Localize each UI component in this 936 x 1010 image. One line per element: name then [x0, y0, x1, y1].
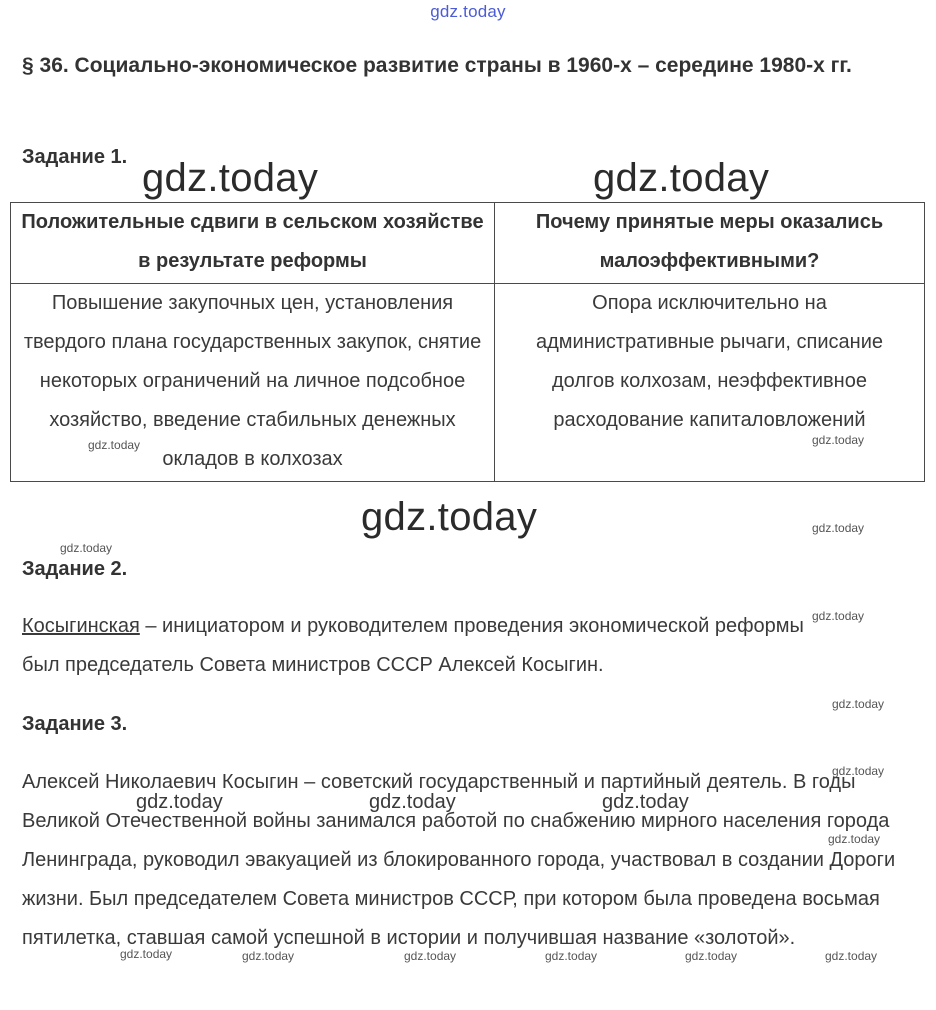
- watermark: gdz.today: [685, 949, 738, 963]
- task-2-definition: – инициатором и руководителем проведения экономической реформы был председатель Совета министров СССР Алексей Косыгин.: [22, 615, 804, 676]
- watermark: gdz.today: [142, 156, 319, 200]
- watermark: gdz.today: [120, 947, 173, 961]
- table-row: [11, 284, 925, 482]
- task-3-text: Алексей Николаевич Косыгин – советский государственный и партийный деятель. В годы Великой Отечественной войны занимался работой по снабжению мирного населения города Ленинграда, руководил эвакуацией из блокированного города, участвовал в создании Дороги жизни. Был председателем Совета министров СССР, при котором была проведена восьмая пятилетка, ставшая самой успешной в истории и получившая название «золотой».: [22, 771, 896, 949]
- task-2-label: Задание 2.: [22, 558, 128, 580]
- task-3-label: Задание 3.: [22, 713, 128, 735]
- watermark: gdz.today: [602, 791, 689, 813]
- watermark: gdz.today: [812, 433, 865, 447]
- table-cell-why-ineffective: Опора исключительно на административные рычаги, списание долгов колхозам, неэффективное расходование капиталовложений: [495, 284, 925, 482]
- task-2-text: [22, 607, 812, 685]
- watermark: gdz.today: [369, 791, 456, 813]
- task-1-table: [10, 202, 925, 482]
- watermark: gdz.today: [136, 791, 223, 813]
- watermark: gdz.today: [812, 521, 865, 535]
- watermark: gdz.today: [828, 832, 881, 846]
- watermark: gdz.today: [832, 697, 885, 711]
- table-header-row: [11, 203, 925, 284]
- watermark: gdz.today: [361, 495, 538, 539]
- watermark: gdz.today: [832, 764, 885, 778]
- watermark: gdz.today: [404, 949, 457, 963]
- table-cell-positive-changes: Повышение закупочных цен, установления твердого плана государственных закупок, снятие некоторых ограничений на личное подсобное хозяйство, введение стабильных денежных окладов в колхозах: [11, 284, 495, 482]
- table-header-why-ineffective: Почему принятые меры оказались малоэффективными?: [495, 203, 925, 284]
- watermark: gdz.today: [593, 156, 770, 200]
- watermark: gdz.today: [825, 949, 878, 963]
- task-2-term: Косыгинская: [22, 615, 140, 637]
- page-title: § 36. Социально-экономическое развитие страны в 1960-х – середине 1980-х гг.: [22, 54, 852, 77]
- watermark: gdz.today: [242, 949, 295, 963]
- watermark: gdz.today: [812, 609, 865, 623]
- task-1-label: Задание 1.: [22, 146, 128, 168]
- watermark: gdz.today: [545, 949, 598, 963]
- watermark: gdz.today: [60, 541, 113, 555]
- watermark: gdz.today: [88, 438, 141, 452]
- table-header-positive-changes: Положительные сдвиги в сельском хозяйстве в результате реформы: [11, 203, 495, 284]
- site-logo[interactable]: gdz.today: [430, 2, 506, 21]
